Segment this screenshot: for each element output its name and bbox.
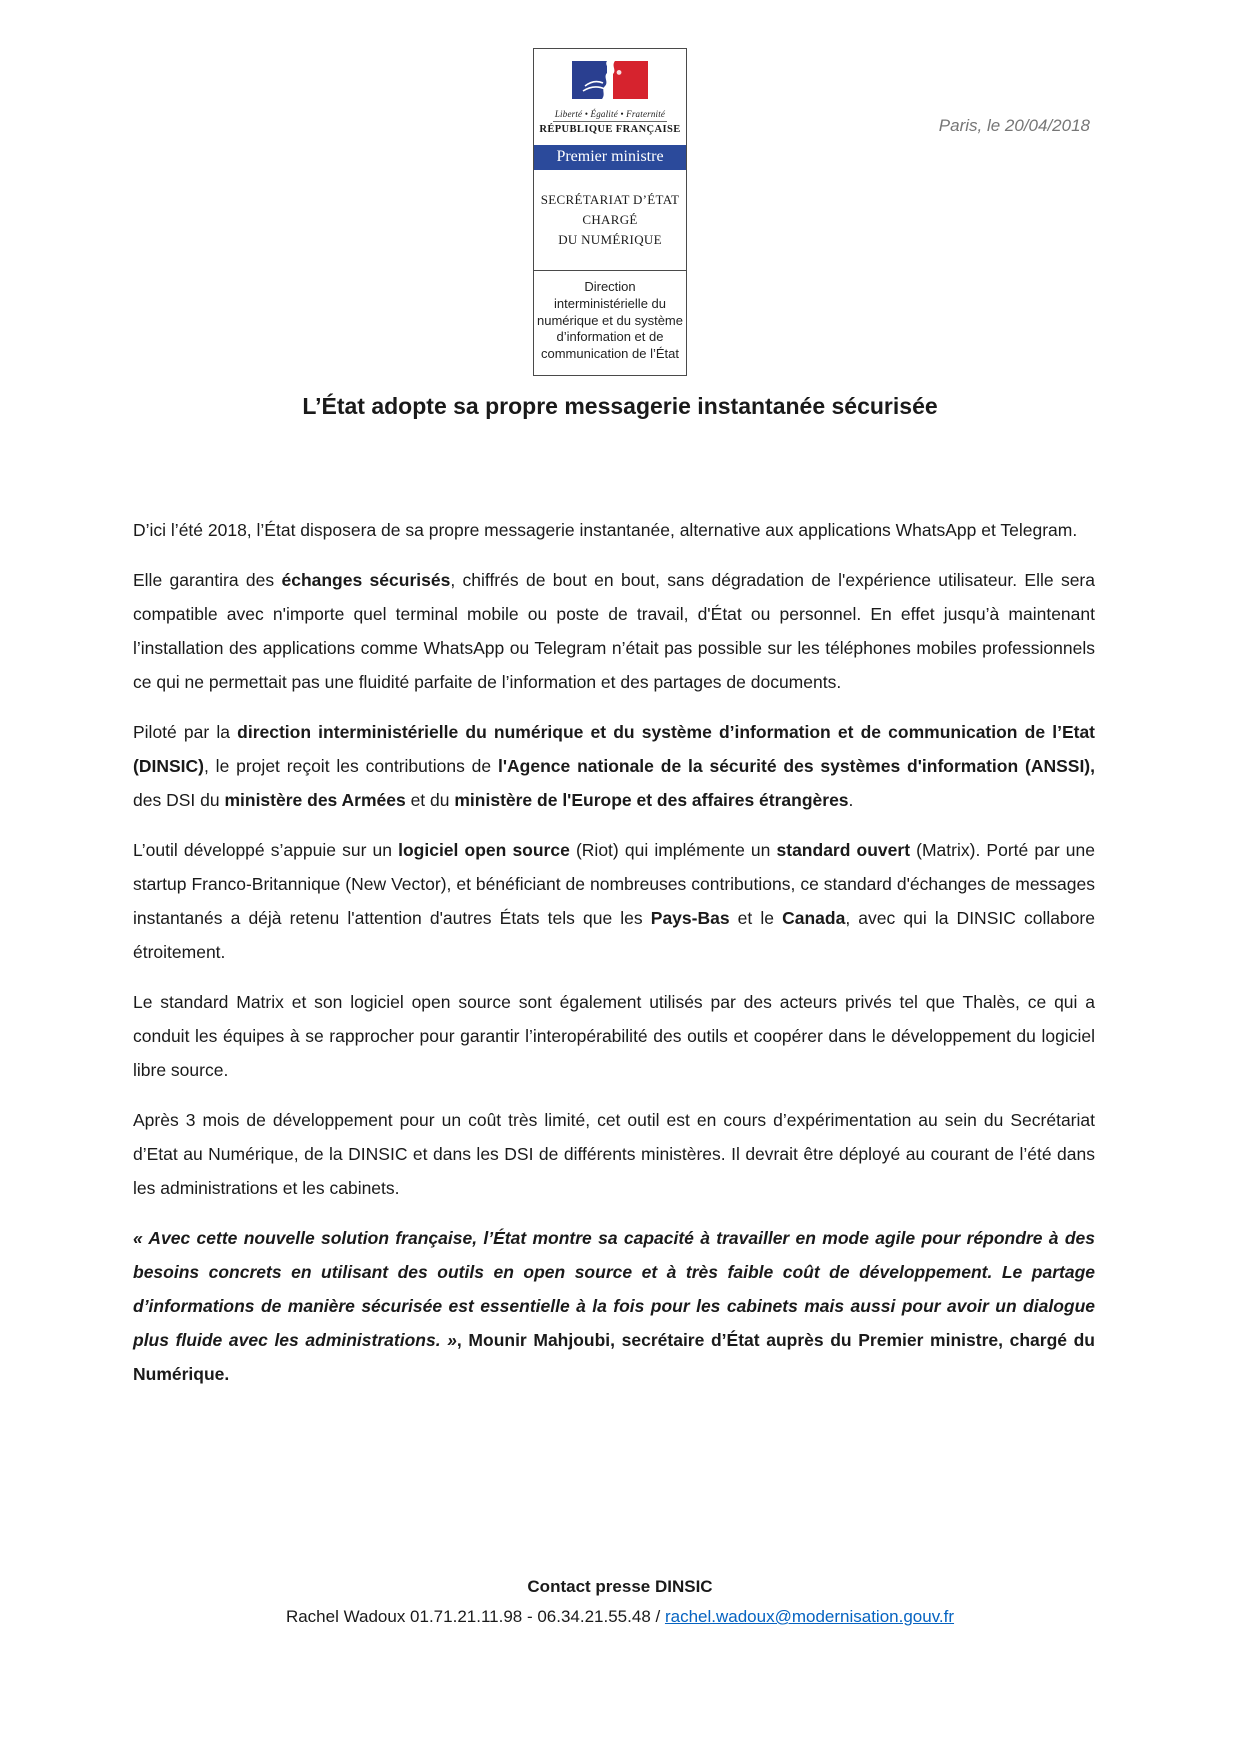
secretariat-line: CHARGÉ: [582, 212, 638, 228]
page-title: L’État adopte sa propre messagerie instantanée sécurisée: [302, 393, 938, 419]
date-line: Paris, le 20/04/2018: [938, 116, 1090, 135]
paragraph-intro: D’ici l’été 2018, l’État disposera de sa propre messagerie instantanée, alternative aux applications WhatsApp et Telegram.: [133, 520, 1078, 540]
paragraph-open-source: L’outil développé s’appuie sur un logiciel open source (Riot) qui implémente un standard ouvert (Matrix). Porté par une startup Franco-Britannique (New Vector), et bénéficiant de nombreuses contributions, ce standard d'échanges de messages instantanés a déjà retenu l'attention d'autres États tels que les Pays-Bas et le Canada, avec qui la DINSIC collabore étroitement.: [133, 840, 1095, 962]
premier-ministre-box: [533, 48, 687, 271]
paragraph-deployment: Après 3 mois de développement pour un coût très limité, cet outil est en cours d’expérimentation au sein du Secrétariat d’Etat au Numérique, de la DINSIC et dans les DSI de différents ministères. Il devrait être déployé au courant de l’été dans les administrations et les cabinets.: [133, 1110, 1095, 1198]
paragraph-matrix: Le standard Matrix et son logiciel open source sont également utilisés par des acteurs privés tel que Thalès, ce qui a conduit les équipes à se rapprocher pour garantir l’interopérabilité des outils et coopérer dans le développement du logiciel libre source.: [133, 992, 1095, 1080]
body-text: [133, 513, 1095, 1407]
premier-ministre-banner: Premier ministre: [534, 145, 686, 170]
marianne-flag-icon: [572, 61, 648, 104]
paragraph-dinsic: Piloté par la direction interministérielle du numérique et du système d’information et de communication de l’Etat (DINSIC), le projet reçoit les contributions de l'Agence nationale de la sécurité des systèmes d'information (ANSSI), des DSI du ministère des Armées et du ministère de l'Europe et des affaires étrangères.: [133, 722, 1095, 810]
secretariat-line: DU NUMÉRIQUE: [558, 232, 662, 248]
paragraph-security: Elle garantira des échanges sécurisés, chiffrés de bout en bout, sans dégradation de l'expérience utilisateur. Elle sera compatible avec n'importe quel terminal mobile ou poste de travail, d'État ou personnel. En effet jusqu’à maintenant l’installation des applications comme WhatsApp ou Telegram n’était pas possible sur les téléphones mobiles professionnels ce qui ne permettait pas une fluidité parfaite de l’information et des partages de documents.: [133, 570, 1095, 692]
direction-box: Direction interministérielle du numérique et du système d’information et de communication de l’État: [533, 271, 687, 375]
email-link[interactable]: rachel.wadoux@modernisation.gouv.fr: [664, 1607, 955, 1626]
republic-name: RÉPUBLIQUE FRANÇAISE: [539, 124, 681, 135]
secretariat-line: SECRÉTARIAT D’ÉTAT: [540, 192, 680, 207]
government-logo-block: [533, 48, 687, 376]
contact-phone: Rachel Wadoux 01.71.21.11.98 - 06.34.21.55.48 /: [285, 1607, 665, 1626]
paragraph-quote: « Avec cette nouvelle solution française, l’État montre sa capacité à travailler en mode agile pour répondre à des besoins concrets en utilisant des outils en open source et à très faible coût de développement. Le partage d’informations de manière sécurisée est essentielle à la fois pour les cabinets mais aussi pour avoir un dialogue plus fluide avec les administrations. », Mounir Mahjoubi, secrétaire d’État auprès du Premier ministre, chargé du Numérique.: [133, 1228, 1095, 1384]
motto-text: Liberté • Égalité • Fraternité: [553, 106, 667, 122]
contact-title: Contact presse DINSIC: [527, 1577, 713, 1596]
contact-line: [0, 1602, 1240, 1632]
secretariat-title: [538, 190, 682, 250]
contact-footer: [0, 1572, 1240, 1632]
